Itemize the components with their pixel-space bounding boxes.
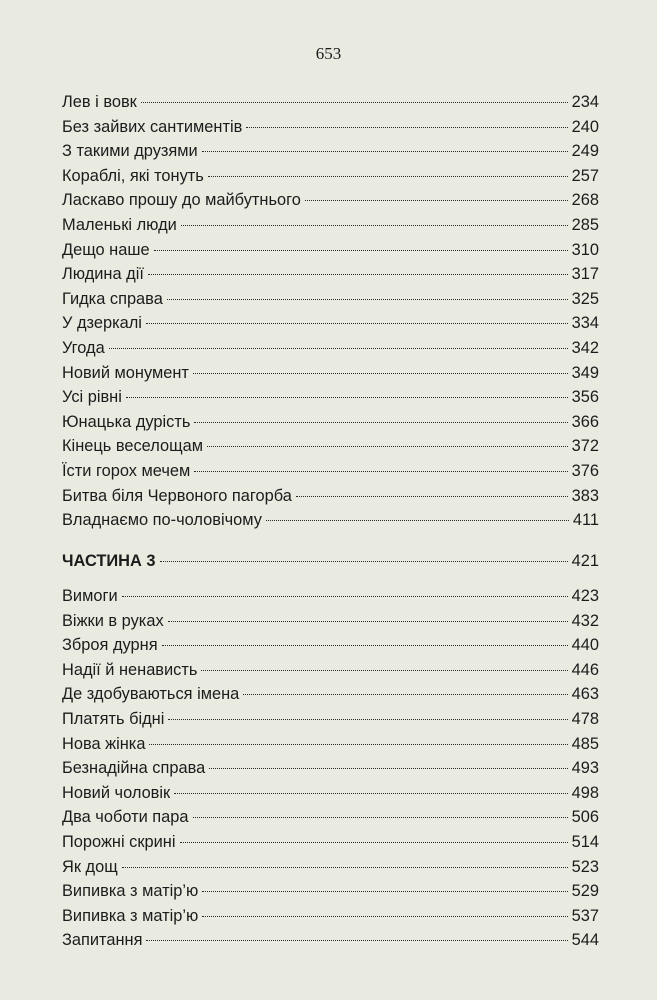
toc-entry: [62, 732, 599, 757]
toc-entry-page: 366: [571, 412, 599, 431]
toc-entry-page: 268: [571, 191, 599, 210]
toc-entry-page: 249: [571, 142, 599, 161]
toc-entry-page: 446: [571, 660, 599, 679]
part-heading-title: ЧАСТИНА 3: [62, 552, 156, 570]
dot-leader: [162, 645, 568, 646]
toc-entry: [62, 879, 599, 904]
toc-entry-title: Ласкаво прошу до майбутнього: [62, 191, 301, 210]
dot-leader: [167, 299, 568, 300]
dot-leader: [126, 397, 568, 398]
toc-entry-page: 285: [571, 215, 599, 234]
toc-entry-page: 383: [571, 486, 599, 505]
dot-leader: [168, 621, 568, 622]
toc-entry-page: 523: [571, 857, 599, 876]
toc-entry: [62, 830, 599, 855]
dot-leader: [109, 348, 568, 349]
toc-entry: [62, 658, 599, 683]
toc-entry-title: Порожні скрині: [62, 832, 176, 851]
toc-entry-title: Усі рівні: [62, 388, 122, 407]
toc-entry-page: 240: [571, 117, 599, 136]
toc-entry: [62, 584, 599, 609]
toc-entry-title: Кораблі, які тонуть: [62, 166, 204, 185]
toc-entry-page: 544: [571, 931, 599, 950]
toc-entry: [62, 434, 599, 459]
toc-entry: [62, 781, 599, 806]
toc-entry-title: Людина дії: [62, 265, 144, 284]
toc-entry-page: 529: [571, 882, 599, 901]
dot-leader: [201, 670, 567, 671]
part-heading-page: 421: [571, 552, 599, 570]
toc-entry-page: 498: [571, 783, 599, 802]
toc-entry: [62, 361, 599, 386]
dot-leader: [202, 151, 568, 152]
toc-entry: [62, 928, 599, 953]
toc-entry-page: 463: [571, 685, 599, 704]
dot-leader: [207, 446, 568, 447]
toc-entry-title: Випивка з матір’ю: [62, 882, 199, 901]
toc-entry-title: Гидка справа: [62, 289, 163, 308]
toc-entry-title: Лев і вовк: [62, 93, 137, 111]
toc-entry-title: З такими друзями: [62, 142, 198, 161]
toc-entry-title: Маленькі люди: [62, 215, 177, 234]
toc-entry-page: 478: [571, 709, 599, 728]
dot-leader: [266, 520, 569, 521]
toc-entry: [62, 287, 599, 312]
toc-entry: [62, 805, 599, 830]
dot-leader: [168, 719, 567, 720]
toc-entry: [62, 633, 599, 658]
toc-list-after: [62, 584, 599, 953]
toc-entry-page: 325: [571, 289, 599, 308]
toc-entry-title: Випивка з матір’ю: [62, 906, 199, 925]
page-number: 653: [315, 44, 342, 63]
toc-entry-title: Їсти горох мечем: [62, 461, 191, 480]
toc-entry: [62, 139, 599, 164]
toc-entry-title: Угода: [62, 338, 105, 357]
toc-entry-title: Безнадійна справа: [62, 759, 206, 778]
toc-entry-title: Запитання: [62, 931, 143, 950]
dot-leader: [193, 817, 568, 818]
toc-entry: [62, 508, 599, 533]
toc-entry-page: 514: [571, 832, 599, 851]
dot-leader: [202, 916, 567, 917]
toc-entry: [62, 707, 599, 732]
toc-entry: [62, 311, 599, 336]
toc-entry-page: 310: [571, 240, 599, 259]
dot-leader: [296, 496, 568, 497]
dot-leader: [181, 225, 568, 226]
toc-entry: [62, 238, 599, 263]
toc-entry-page: 376: [571, 461, 599, 480]
toc-entry: [62, 90, 599, 115]
dot-leader: [305, 200, 568, 201]
dot-leader: [202, 891, 567, 892]
dot-leader: [122, 867, 568, 868]
toc-entry-page: 234: [571, 93, 599, 111]
toc-entry: [62, 484, 599, 509]
dot-leader: [154, 250, 568, 251]
toc-entry-title: Кінець веселощам: [62, 437, 203, 456]
toc-entry: [62, 609, 599, 634]
dot-leader: [148, 274, 568, 275]
toc-entry-title: Де здобуваються імена: [62, 685, 240, 704]
toc-entry-title: Новий чоловік: [62, 783, 171, 802]
toc-entry-title: Віжки в руках: [62, 611, 164, 630]
toc-entry-page: 257: [571, 166, 599, 185]
toc-entry: [62, 213, 599, 238]
toc-entry-title: Як дощ: [62, 857, 118, 876]
toc-entry-page: 356: [571, 388, 599, 407]
dot-leader: [209, 768, 567, 769]
dot-leader: [208, 176, 568, 177]
toc-entry-title: Платять бідні: [62, 709, 165, 728]
toc-entry: [62, 164, 599, 189]
toc-entry: [62, 682, 599, 707]
dot-leader: [141, 102, 568, 103]
dot-leader: [160, 561, 568, 562]
dot-leader: [122, 596, 568, 597]
toc-entry: [62, 855, 599, 880]
toc-list-before: [62, 90, 599, 533]
toc-entry-title: Битва біля Червоного пагорба: [62, 486, 292, 505]
toc-entry-title: Без зайвих сантиментів: [62, 117, 243, 136]
toc-entry-title: Владнаємо по-чоловічому: [62, 511, 262, 530]
toc-entry: [62, 336, 599, 361]
dot-leader: [174, 793, 567, 794]
dot-leader: [146, 323, 568, 324]
toc-entry-page: 432: [571, 611, 599, 630]
toc-entry-page: 493: [571, 759, 599, 778]
toc-entry: [62, 410, 599, 435]
toc-entry-page: 317: [571, 265, 599, 284]
toc-entry: [62, 385, 599, 410]
toc-entry-page: 440: [571, 636, 599, 655]
toc-entry: [62, 756, 599, 781]
toc-entry-title: Нова жінка: [62, 734, 146, 753]
toc-entry-title: Зброя дурня: [62, 636, 158, 655]
toc-entry: [62, 262, 599, 287]
toc-entry-title: Дещо наше: [62, 240, 150, 259]
toc-entry-page: 372: [571, 437, 599, 456]
toc-entry: [62, 459, 599, 484]
toc-entry-title: У дзеркалі: [62, 314, 142, 333]
toc-entry: [62, 188, 599, 213]
dot-leader: [146, 940, 567, 941]
toc-entry-page: 349: [571, 363, 599, 382]
toc-entry-title: Юнацька дурість: [62, 412, 191, 431]
part-heading: [62, 548, 599, 574]
dot-leader: [246, 127, 567, 128]
toc-entry-title: Надії й ненависть: [62, 660, 198, 679]
dot-leader: [193, 373, 568, 374]
toc-entry-title: Новий монумент: [62, 363, 189, 382]
toc-entry-page: 342: [571, 338, 599, 357]
toc-entry-title: Вимоги: [62, 587, 118, 605]
dot-leader: [180, 842, 568, 843]
toc-entry: [62, 904, 599, 929]
toc-entry-page: 334: [571, 314, 599, 333]
toc-entry-page: 411: [572, 511, 599, 530]
dot-leader: [149, 744, 567, 745]
toc-entry-page: 506: [571, 808, 599, 827]
dot-leader: [243, 694, 567, 695]
dot-leader: [194, 471, 567, 472]
toc-entry-page: 537: [571, 906, 599, 925]
toc-entry-page: 485: [571, 734, 599, 753]
toc-entry: [62, 115, 599, 140]
dot-leader: [194, 422, 567, 423]
toc-entry-page: 423: [571, 587, 599, 605]
toc-entry-title: Два чоботи пара: [62, 808, 189, 827]
